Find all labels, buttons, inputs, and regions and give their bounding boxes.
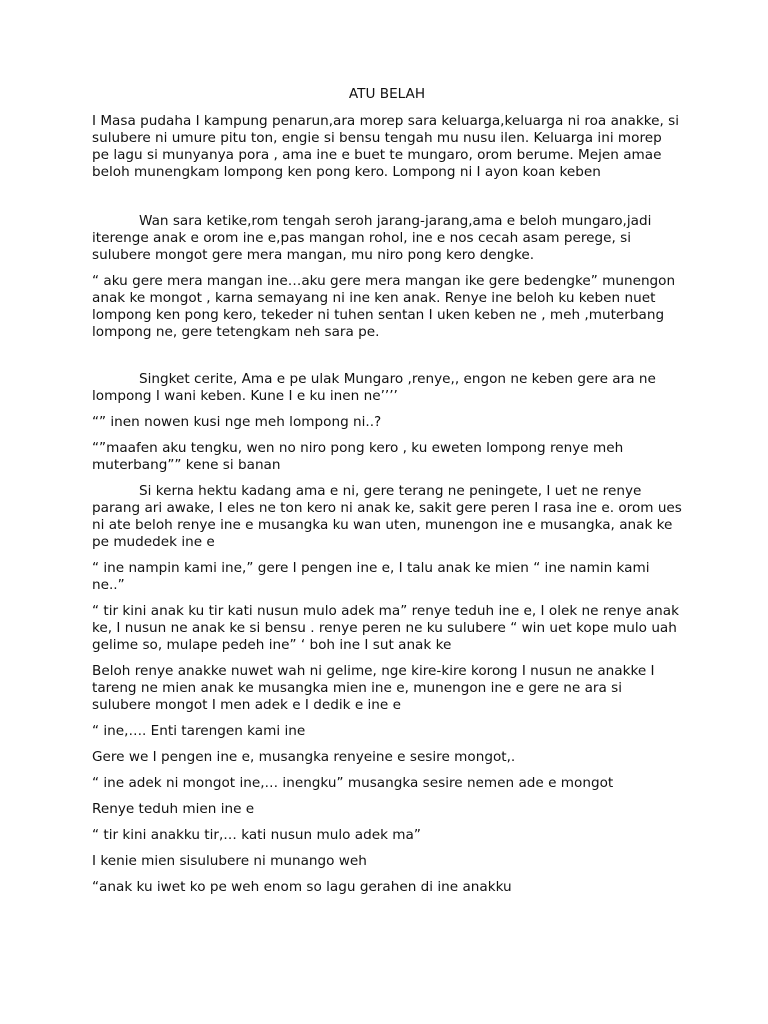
paragraph-6: “”maafen aku tengku, wen no niro pong kero , ku eweten lompong renye meh muterbang”” kene si banan: [92, 440, 624, 473]
paragraph-5: “” inen nowen kusi nge meh lompong ni..?: [92, 414, 382, 430]
paragraph-8: “ ine nampin kami ine,” gere I pengen ine e, I talu anak ke mien “ ine namin kami ne..”: [92, 560, 650, 593]
document-body: [92, 86, 682, 905]
paragraph-14: Renye teduh mien ine e: [92, 801, 255, 817]
paragraph-17: “anak ku iwet ko pe weh enom so lagu gerahen di ine anakku: [92, 879, 512, 895]
paragraph-4: Singket cerite, Ama e pe ulak Mungaro ,renye,, engon ne keben gere ara ne lompong I wani keben. Kune I e ku inen ne’’’’: [92, 371, 656, 404]
paragraph-11: “ ine,…. Enti tarengen kami ine: [92, 723, 306, 739]
document-title: ATU BELAH: [348, 86, 426, 102]
paragraph-9: “ tir kini anak ku tir kati nusun mulo adek ma” renye teduh ine e, I olek ne renye anak ke, I nusun ne anak ke si bensu . renye peren ne ku sulubere “ win uet kope mulo uah gelime so, mulape pedeh ine” ‘ boh ine I sut anak ke: [92, 603, 679, 653]
paragraph-13: “ ine adek ni mongot ine,… inengku” musangka sesire nemen ade e mongot: [92, 775, 614, 791]
paragraph-3: “ aku gere mera mangan ine…aku gere mera mangan ike gere bedengke” munengon anak ke mongot , karna semayang ni ine ken anak. Renye ine beloh ku keben nuet lompong ken pong kero, tekeder ni tuhen sentan I uken keben ne , meh ,muterbang lompong ne, gere tetengkam neh sara pe.: [92, 273, 676, 340]
paragraph-12: Gere we I pengen ine e, musangka renyeine e sesire mongot,.: [92, 749, 516, 765]
paragraph-10: Beloh renye anakke nuwet wah ni gelime, nge kire-kire korong I nusun ne anakke I tareng ne mien anak ke musangka mien ine e, munengon ine e gere ne ara si sulubere mongot I men adek e I dedik e ine e: [92, 663, 655, 713]
paragraph-2: Wan sara ketike,rom tengah seroh jarang-jarang,ama e beloh mungaro,jadi iterenge anak e orom ine e,pas mangan rohol, ine e nos cecah asam perege, si sulubere mongot gere mera mangan, mu niro pong kero dengke.: [92, 213, 652, 263]
paragraph-7: Si kerna hektu kadang ama e ni, gere terang ne peningete, I uet ne renye parang ari awake, I eles ne ton kero ni anak ke, sakit gere peren I rasa ine e. orom ues ni ate beloh renye ine e musangka ku wan uten, munengon ine e musangka, anak ke pe mudedek ine e: [92, 483, 682, 550]
paragraph-15: “ tir kini anakku tir,… kati nusun mulo adek ma”: [92, 827, 421, 843]
paragraph-16: I kenie mien sisulubere ni munango weh: [92, 853, 367, 869]
paragraph-1: I Masa pudaha I kampung penarun,ara morep sara keluarga,keluarga ni roa anakke, si sulubere ni umure pitu ton, engie si bensu tengah mu nusu ilen. Keluarga ini morep pe lagu si munyanya pora , ama ine e buet te mungaro, orom berume. Mejen amae beloh munengkam lompong ken pong kero. Lompong ni I ayon koan keben: [92, 113, 679, 180]
